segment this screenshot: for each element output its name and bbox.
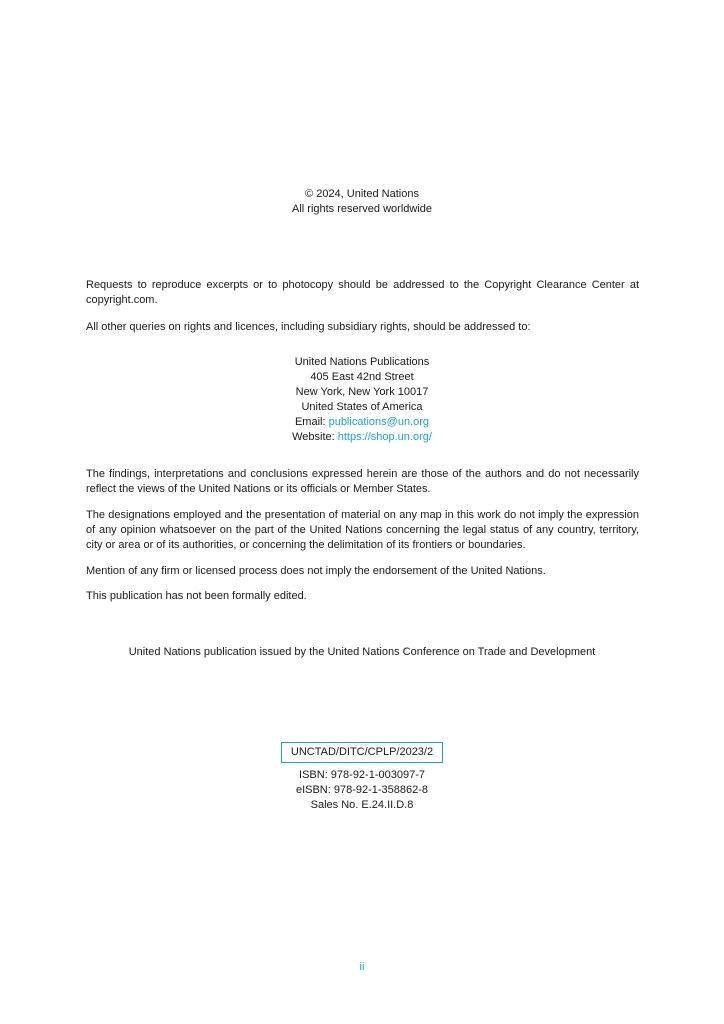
email-link[interactable]: publications@un.org [328, 416, 430, 428]
designations-paragraph: The designations employed and the presentation of material on any map in this work do not imply the expression of any opinion whatsoever on the part of the United Nations concerning the legal status of any country, territory, city or area or of its authorities, or concerning the delimitation of its frontiers or boundaries. [86, 509, 639, 551]
findings-paragraph: The findings, interpretations and conclusions expressed herein are those of the authors and do not necessarily reflect the views of the United Nations or its officials or Member States. [86, 468, 639, 495]
email-label: Email: [294, 416, 329, 428]
publisher-name: United Nations Publications [294, 356, 430, 368]
website-line [0, 430, 724, 445]
rights-reserved-line: All rights reserved worldwide [292, 203, 432, 215]
address-block [0, 355, 724, 445]
country-address: United States of America [301, 401, 423, 413]
issued-by-line: United Nations publication issued by the United Nations Conference on Trade and Development [128, 646, 596, 658]
document-symbol-box: UNCTAD/DITC/CPLP/2023/2 [281, 742, 443, 763]
website-link[interactable]: https://shop.un.org/ [337, 431, 432, 443]
isbn-line: ISBN: 978-92-1-003097-7 [299, 769, 425, 781]
city-address: New York, New York 10017 [295, 386, 429, 398]
email-line [0, 415, 724, 430]
mention-paragraph: Mention of any firm or licensed process does not imply the endorsement of the United Nations. [86, 565, 546, 577]
eisbn-line: eISBN: 978-92-1-358862-8 [295, 784, 429, 796]
other-queries-paragraph: All other queries on rights and licences, including subsidiary rights, should be addressed to: [86, 321, 531, 333]
edited-paragraph: This publication has not been formally edited. [86, 590, 307, 602]
copyright-block [0, 187, 724, 217]
copyright-line: © 2024, United Nations [305, 188, 419, 200]
street-address: 405 East 42nd Street [310, 371, 414, 383]
page-number: ii [359, 961, 365, 973]
requests-paragraph: Requests to reproduce excerpts or to photocopy should be addressed to the Copyright Clearance Center at copyright.com. [86, 279, 639, 306]
sales-number-line: Sales No. E.24.II.D.8 [310, 799, 414, 811]
identifiers-block [0, 742, 724, 813]
website-label: Website: [292, 431, 338, 443]
